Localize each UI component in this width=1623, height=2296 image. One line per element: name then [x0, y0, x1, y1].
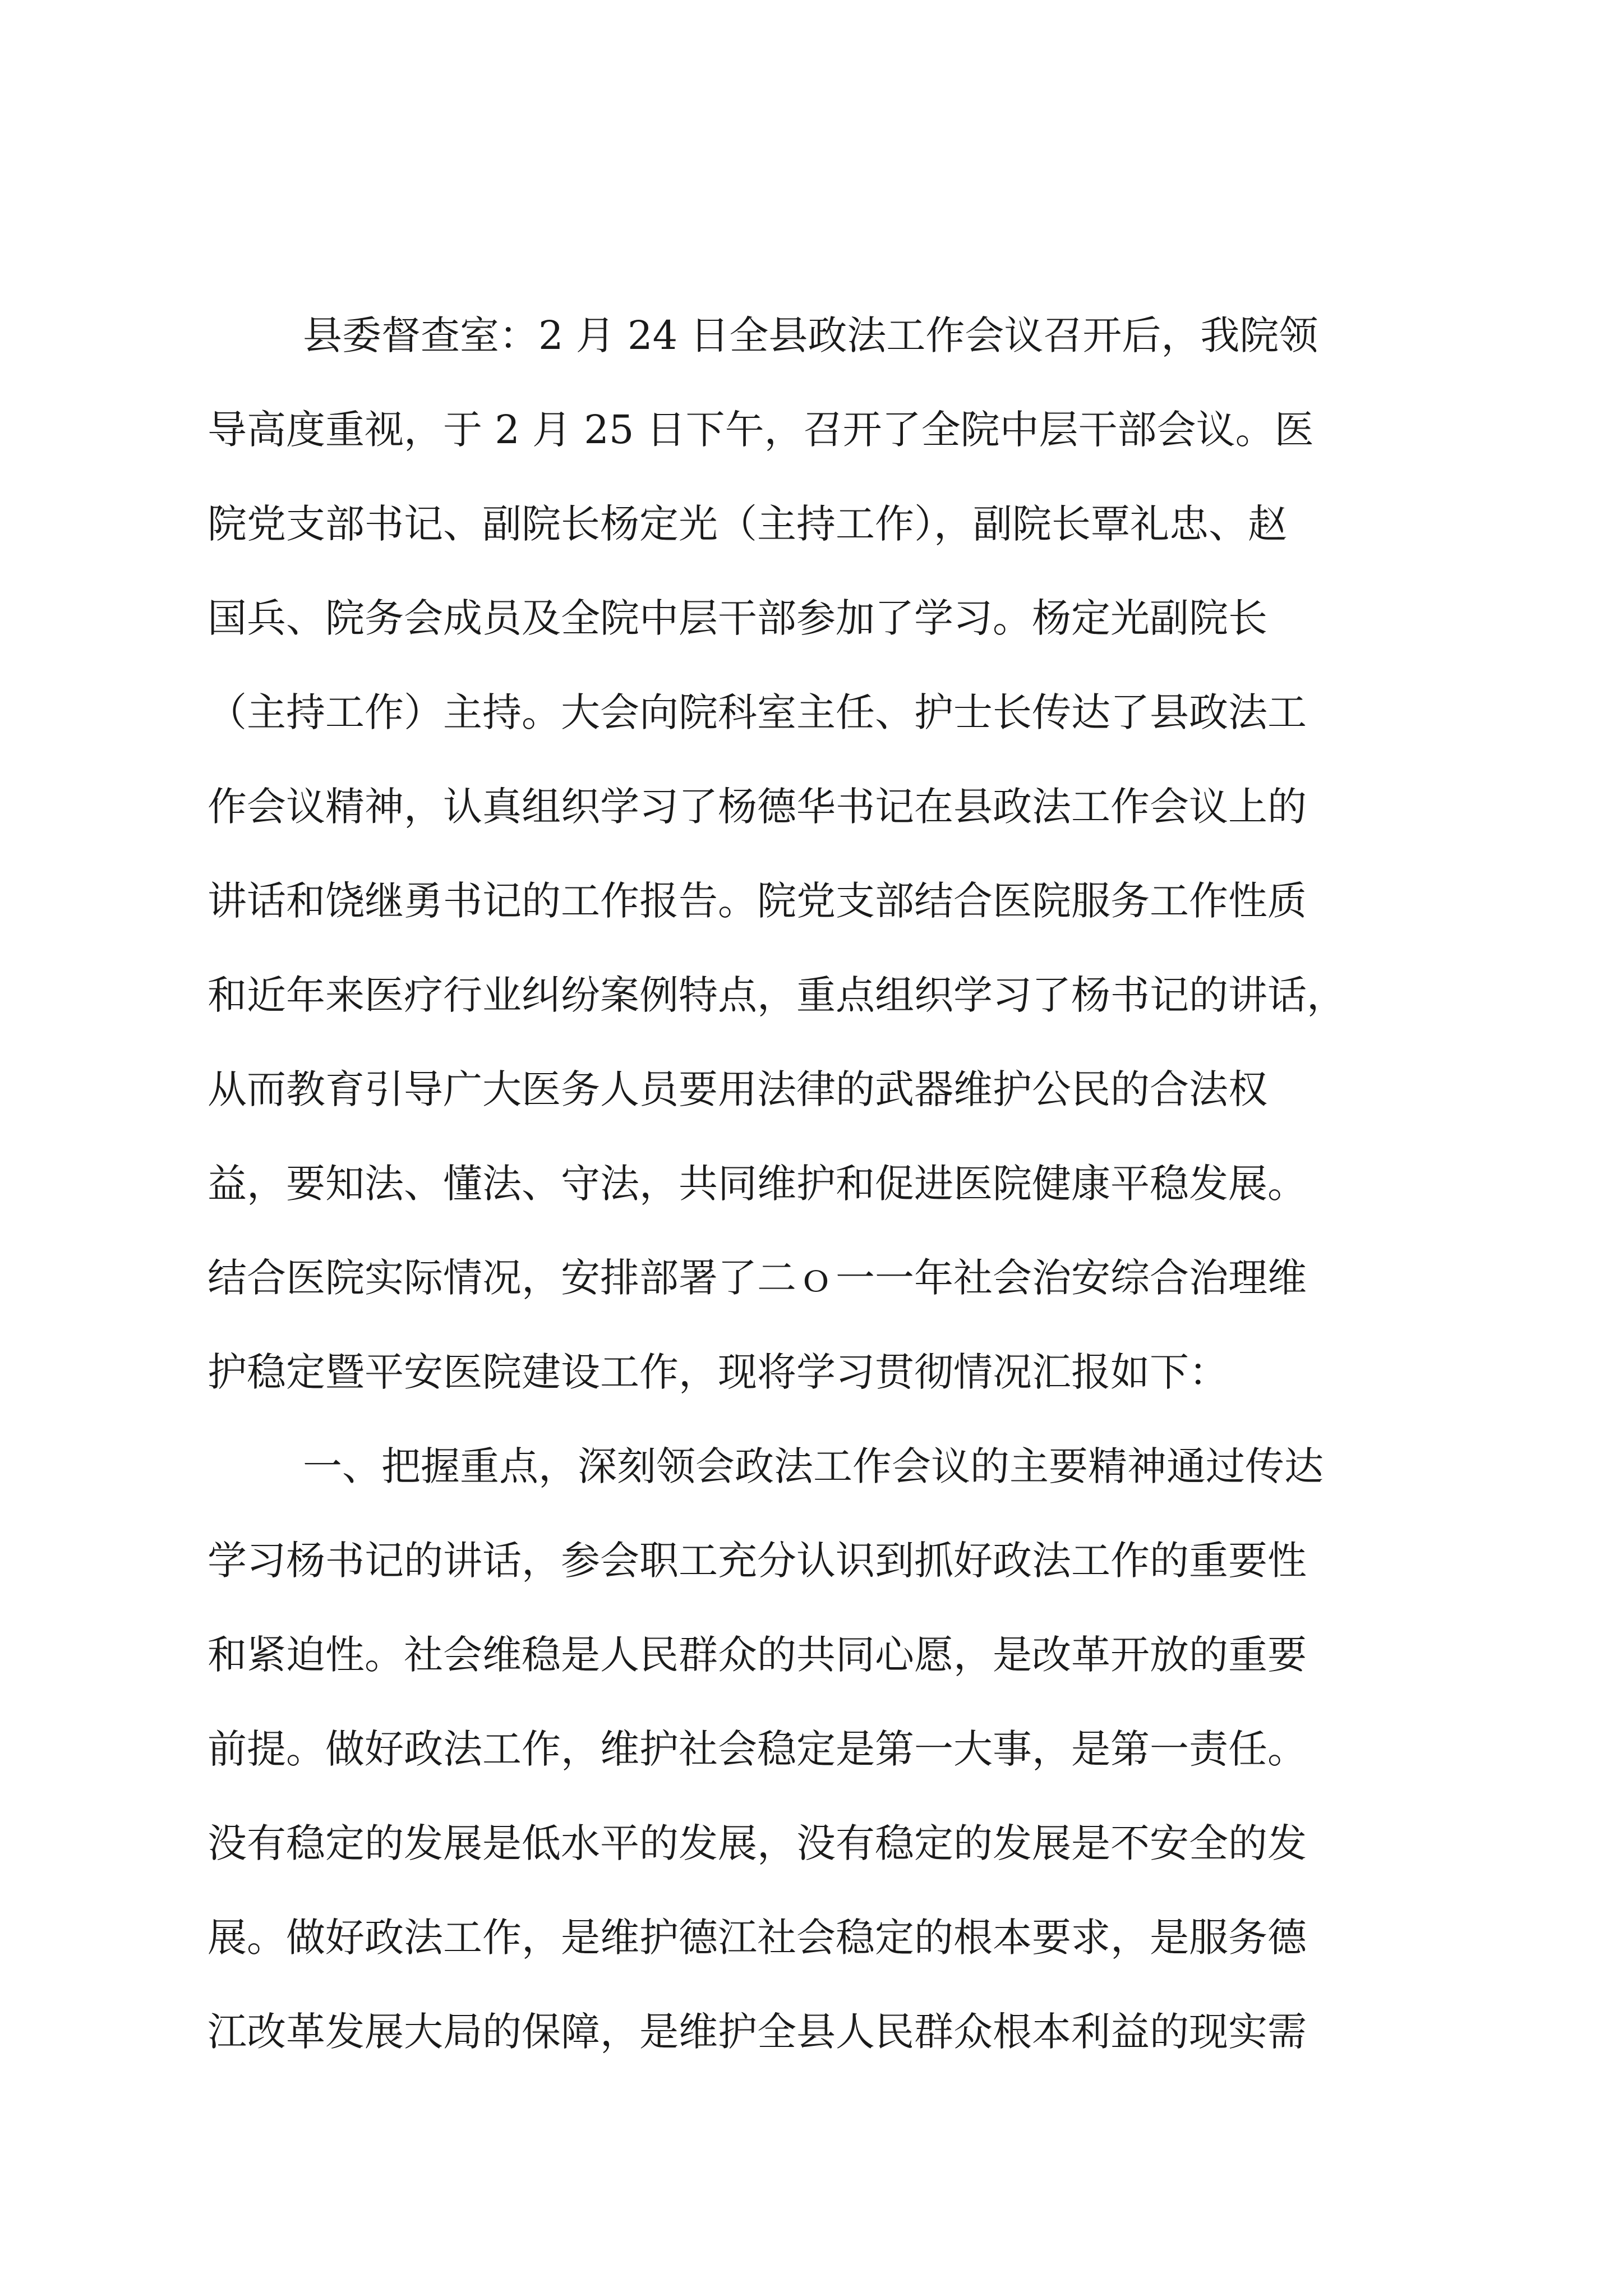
text-line-11: 结合医院实际情况，安排部署了二ｏ一一年社会治安综合治理维: [208, 1255, 1307, 1301]
text-line-15: 和紧迫性。社会维稳是人民群众的共同心愿，是改革开放的重要: [208, 1632, 1307, 1678]
text-line-19: 江改革发展大局的保障，是维护全县人民群众根本利益的现实需: [208, 2009, 1307, 2055]
text-line-13: 一、把握重点，深刻领会政法工作会议的主要精神通过传达: [303, 1443, 1324, 1489]
text-line-1: 县委督查室：2 月 24 日全县政法工作会议召开后，我院领: [303, 312, 1318, 358]
text-line-18: 展。做好政法工作，是维护德江社会稳定的根本要求，是服务德: [208, 1915, 1307, 1961]
text-line-8: 和近年来医疗行业纠纷案例特点，重点组织学习了杨书记的讲话，: [208, 972, 1346, 1018]
text-line-2: 导高度重视，于 2 月 25 日下午，召开了全院中层干部会议。医: [208, 407, 1314, 453]
text-line-7: 讲话和饶继勇书记的工作报告。院党支部结合医院服务工作性质: [208, 878, 1307, 924]
text-line-9: 从而教育引导广大医务人员要用法律的武器维护公民的合法权: [208, 1066, 1267, 1112]
text-line-4: 国兵、院务会成员及全院中层干部参加了学习。杨定光副院长: [208, 595, 1267, 641]
text-line-17: 没有稳定的发展是低水平的发展，没有稳定的发展是不安全的发: [208, 1820, 1307, 1866]
text-line-5: （主持工作）主持。大会向院科室主任、护士长传达了县政法工: [208, 689, 1307, 735]
text-line-6: 作会议精神，认真组织学习了杨德华书记在县政法工作会议上的: [208, 784, 1307, 830]
text-line-14: 学习杨书记的讲话，参会职工充分认识到抓好政法工作的重要性: [208, 1538, 1307, 1584]
text-line-16: 前提。做好政法工作，维护社会稳定是第一大事，是第一责任。: [208, 1726, 1307, 1772]
text-line-3: 院党支部书记、副院长杨定光（主持工作），副院长覃礼忠、赵: [208, 501, 1287, 547]
text-line-12: 护稳定暨平安医院建设工作，现将学习贯彻情况汇报如下：: [208, 1349, 1228, 1395]
text-line-10: 益，要知法、懂法、守法，共同维护和促进医院健康平稳发展。: [208, 1161, 1307, 1207]
